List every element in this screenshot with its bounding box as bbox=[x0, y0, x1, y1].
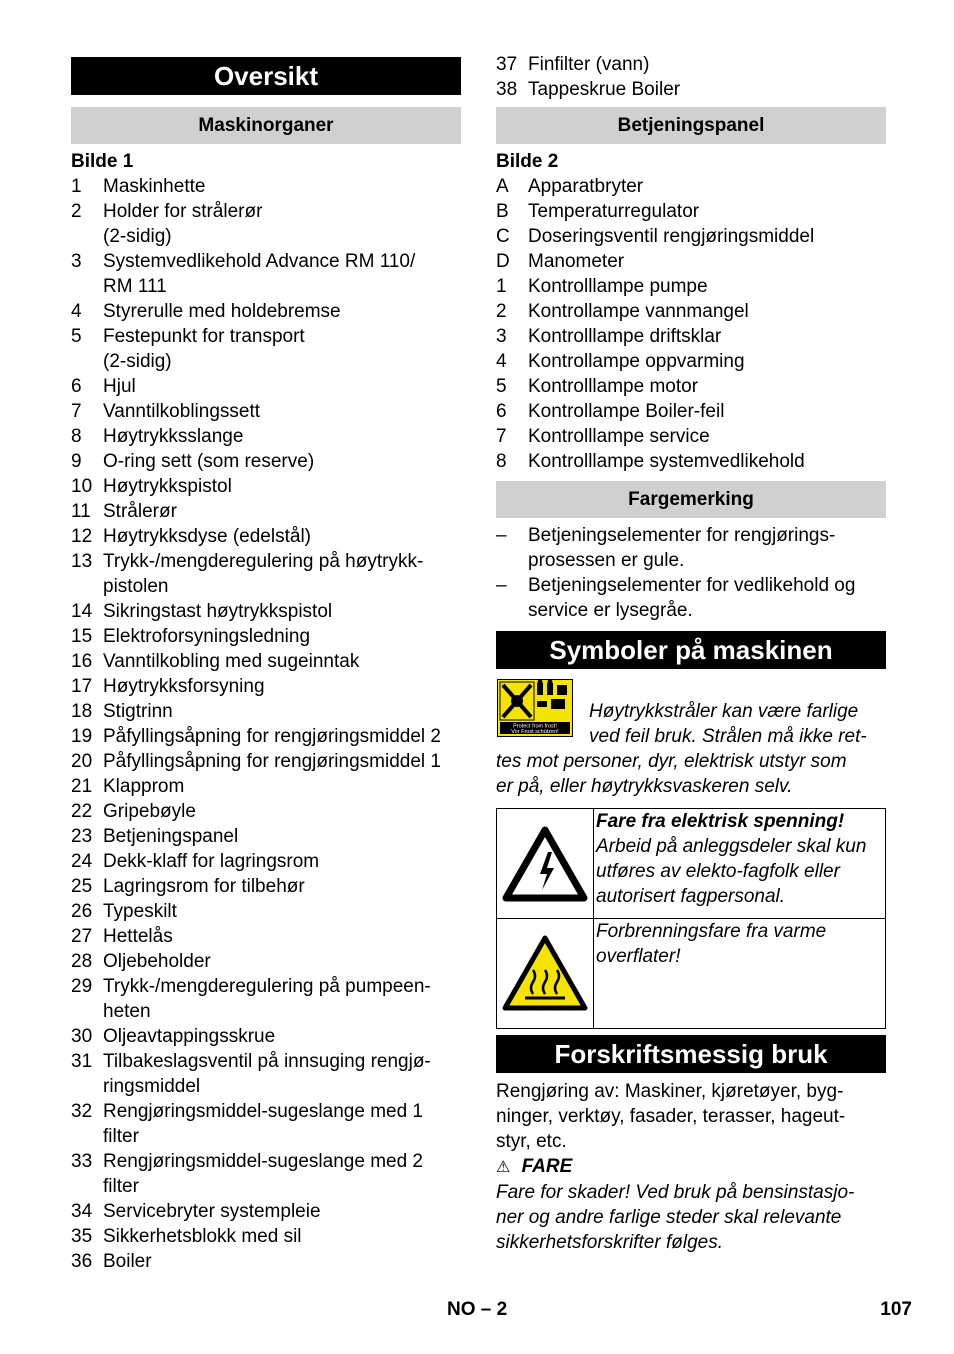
list-item bbox=[71, 924, 461, 949]
list-item-text: Doseringsventil rengjøringsmiddel bbox=[528, 226, 815, 247]
list-item-text: Høytrykksslange bbox=[103, 426, 244, 447]
list-item-number: 21 bbox=[71, 776, 93, 797]
symbols-heading: Symboler på maskinen bbox=[496, 631, 886, 669]
list-item-text: Oljeavtappingsskrue bbox=[103, 1026, 276, 1047]
list-item-text: Kontrolllampe driftsklar bbox=[528, 326, 722, 347]
color-coding-heading: Fargemerking bbox=[496, 481, 886, 518]
sticker-text-de: Vor Frost schützen! bbox=[511, 729, 559, 735]
list-item bbox=[71, 1249, 461, 1274]
list-item bbox=[71, 649, 461, 674]
list-item-text: Manometer bbox=[528, 251, 625, 272]
sticker-text-en: Protect from frost! bbox=[513, 723, 557, 730]
list-item-number: 24 bbox=[71, 851, 93, 872]
intended-use-heading: Forskriftsmessig bruk bbox=[496, 1035, 886, 1073]
list-item-text: Apparatbryter bbox=[528, 176, 644, 197]
list-item-number: 6 bbox=[71, 376, 82, 397]
list-item bbox=[71, 1099, 461, 1149]
list-item-number: 22 bbox=[71, 801, 93, 822]
list-item bbox=[71, 724, 461, 749]
hazard-row-hot-surface bbox=[497, 919, 885, 1028]
machine-parts-list bbox=[71, 174, 461, 1274]
list-item bbox=[496, 424, 886, 449]
list-item-text: Oljebeholder bbox=[103, 951, 211, 972]
list-item-text: Kontrollampe oppvarming bbox=[528, 351, 745, 372]
list-item-number: 4 bbox=[496, 351, 507, 372]
list-item bbox=[71, 374, 461, 399]
list-item-text: Kontrolllampe systemvedlikehold bbox=[528, 451, 805, 472]
list-item bbox=[71, 199, 461, 249]
list-item-number: 37 bbox=[496, 54, 518, 75]
list-item-number: B bbox=[496, 201, 509, 222]
list-item bbox=[71, 749, 461, 774]
list-item bbox=[71, 1224, 461, 1249]
list-item-number: 20 bbox=[71, 751, 93, 772]
machine-parts-heading: Maskinorganer bbox=[71, 107, 461, 144]
list-item-text: Kontrolllampe pumpe bbox=[528, 276, 708, 297]
list-item bbox=[71, 824, 461, 849]
list-item bbox=[71, 174, 461, 199]
list-item-number: 33 bbox=[71, 1151, 93, 1172]
list-item-number: 4 bbox=[71, 301, 82, 322]
control-panel-heading: Betjeningspanel bbox=[496, 107, 886, 144]
list-item bbox=[496, 274, 886, 299]
list-item-number: 3 bbox=[496, 326, 507, 347]
list-item-text: Servicebryter systempleie bbox=[103, 1201, 321, 1222]
list-item bbox=[71, 949, 461, 974]
list-item bbox=[71, 1049, 461, 1099]
color-coding-list bbox=[496, 523, 886, 623]
list-item-text: Høytrykksdyse (edelstål) bbox=[103, 526, 311, 547]
list-item-text: Trykk-/mengderegulering på pumpeen- heten bbox=[103, 976, 431, 1022]
list-item-text: Rengjøringsmiddel-sugeslange med 2 filter bbox=[103, 1151, 424, 1197]
hazard-row-electric bbox=[497, 809, 885, 919]
left-column bbox=[71, 57, 461, 1274]
list-item-number: 7 bbox=[71, 401, 82, 422]
list-item bbox=[71, 249, 461, 299]
list-item-text: Vanntilkobling med sugeinntak bbox=[103, 651, 360, 672]
list-item-number: 12 bbox=[71, 526, 93, 547]
list-item-number: 5 bbox=[496, 376, 507, 397]
list-item-number: 14 bbox=[71, 601, 93, 622]
symbol-text-first: Høytrykkstråler kan være farlige ved feil bruk. Strålen må ikke ret- bbox=[589, 701, 867, 747]
hazard-body-electric: Arbeid på anleggsdeler skal kun utføres av elekto-fagfolk eller autorisert fagpersonal. bbox=[596, 836, 867, 907]
list-item bbox=[496, 449, 886, 474]
list-item-text: Sikkerhetsblokk med sil bbox=[103, 1226, 302, 1247]
list-item-text: Høytrykkspistol bbox=[103, 476, 232, 497]
list-item-number: – bbox=[496, 575, 507, 596]
list-item-number: 25 bbox=[71, 876, 93, 897]
list-item-text: Rengjøringsmiddel-sugeslange med 1 filter bbox=[103, 1101, 424, 1147]
list-item bbox=[71, 324, 461, 374]
hazard-text-hot-surface: Forbrenningsfare fra varme overflater! bbox=[596, 921, 827, 967]
list-item-number: 1 bbox=[496, 276, 507, 297]
list-item bbox=[71, 874, 461, 899]
list-item-text: Elektroforsyningsledning bbox=[103, 626, 311, 647]
list-item-number: 16 bbox=[71, 651, 93, 672]
list-item-number: 15 bbox=[71, 626, 93, 647]
list-item-text: Lagringsrom for tilbehør bbox=[103, 876, 305, 897]
list-item-text: Holder for strålerør (2-sidig) bbox=[103, 201, 263, 247]
list-item bbox=[496, 523, 886, 573]
list-item-text: Tappeskrue Boiler bbox=[528, 79, 681, 100]
list-item-text: Kontrolllampe motor bbox=[528, 376, 699, 397]
hazard-table bbox=[496, 808, 886, 1029]
list-item bbox=[496, 324, 886, 349]
electric-hazard-icon bbox=[502, 826, 588, 902]
list-item bbox=[71, 1149, 461, 1199]
list-item-text: Gripebøyle bbox=[103, 801, 196, 822]
list-item-number: 34 bbox=[71, 1201, 93, 1222]
list-item bbox=[496, 573, 886, 623]
list-item bbox=[71, 699, 461, 724]
intended-use-text: Rengjøring av: Maskiner, kjøretøyer, byg- ninger, verktøy, fasader, terasser, hageut- styr, etc. bbox=[496, 1081, 846, 1152]
figure-1-label: Bilde 1 bbox=[71, 151, 134, 172]
list-item bbox=[496, 374, 886, 399]
symbol-text-rest: tes mot personer, dyr, elektrisk utstyr som er på, eller høytrykksvaskeren selv. bbox=[496, 751, 847, 797]
control-panel-list bbox=[496, 174, 886, 474]
list-item bbox=[71, 624, 461, 649]
list-item-text: Kontrollampe vannmangel bbox=[528, 301, 749, 322]
list-item-number: 6 bbox=[496, 401, 507, 422]
page-number: 107 bbox=[880, 1299, 912, 1320]
list-item-text: Betjeningspanel bbox=[103, 826, 239, 847]
list-item bbox=[71, 1024, 461, 1049]
danger-label: FARE bbox=[521, 1156, 573, 1177]
list-item bbox=[496, 224, 886, 249]
list-item-text: Dekk-klaff for lagringsrom bbox=[103, 851, 320, 872]
list-item-text: Maskinhette bbox=[103, 176, 206, 197]
list-item-number: 28 bbox=[71, 951, 93, 972]
list-item-number: 19 bbox=[71, 726, 93, 747]
list-item-number: 10 bbox=[71, 476, 93, 497]
list-item-number: 8 bbox=[71, 426, 82, 447]
right-column bbox=[496, 52, 886, 1255]
list-item bbox=[496, 77, 886, 102]
list-item-number: 11 bbox=[71, 501, 91, 522]
list-item bbox=[496, 299, 886, 324]
list-item-text: Sikringstast høytrykkspistol bbox=[103, 601, 333, 622]
hazard-title-electric: Fare fra elektrisk spenning! bbox=[596, 811, 845, 832]
list-item bbox=[71, 1199, 461, 1224]
list-item-text: Betjeningselementer for vedlikehold og service er lysegråe. bbox=[528, 575, 856, 621]
list-item bbox=[71, 599, 461, 624]
figure-2-label: Bilde 2 bbox=[496, 151, 559, 172]
list-item-text: O-ring sett (som reserve) bbox=[103, 451, 315, 472]
warning-triangle-icon: ⚠ bbox=[496, 1159, 511, 1176]
list-item-text: Trykk-/mengderegulering på høytrykk- pistolen bbox=[103, 551, 424, 597]
list-item bbox=[71, 499, 461, 524]
list-item-text: Vanntilkoblingssett bbox=[103, 401, 261, 422]
list-item-number: 29 bbox=[71, 976, 93, 997]
list-item bbox=[71, 399, 461, 424]
list-item bbox=[71, 524, 461, 549]
list-item-text: Typeskilt bbox=[103, 901, 177, 922]
list-item bbox=[71, 299, 461, 324]
list-item-number: 5 bbox=[71, 326, 82, 347]
list-item-number: 23 bbox=[71, 826, 93, 847]
list-item bbox=[71, 799, 461, 824]
list-item-text: Kontrolllampe service bbox=[528, 426, 710, 447]
list-item bbox=[496, 399, 886, 424]
list-item-number: 36 bbox=[71, 1251, 93, 1272]
list-item-text: Festepunkt for transport (2-sidig) bbox=[103, 326, 305, 372]
list-item-number: 32 bbox=[71, 1101, 93, 1122]
list-item-text: Boiler bbox=[103, 1251, 152, 1272]
list-item-number: 9 bbox=[71, 451, 82, 472]
list-item-number: C bbox=[496, 226, 510, 247]
list-item-number: 35 bbox=[71, 1226, 93, 1247]
list-item-number: 2 bbox=[496, 301, 507, 322]
list-item bbox=[71, 549, 461, 599]
list-item bbox=[71, 474, 461, 499]
list-item-number: 7 bbox=[496, 426, 507, 447]
list-item-text: Systemvedlikehold Advance RM 110/ RM 111 bbox=[103, 251, 416, 297]
list-item bbox=[71, 849, 461, 874]
list-item bbox=[71, 774, 461, 799]
list-item-text: Hjul bbox=[103, 376, 136, 397]
list-item-text: Stigtrinn bbox=[103, 701, 173, 722]
list-item bbox=[71, 674, 461, 699]
list-item bbox=[496, 199, 886, 224]
list-item-number: 26 bbox=[71, 901, 93, 922]
list-item-number: 31 bbox=[71, 1051, 93, 1072]
list-item-number: 30 bbox=[71, 1026, 93, 1047]
list-item-number: 17 bbox=[71, 676, 93, 697]
list-item-text: Høytrykksforsyning bbox=[103, 676, 265, 697]
list-item-text: Hettelås bbox=[103, 926, 173, 947]
list-item-number: 3 bbox=[71, 251, 82, 272]
list-item-text: Finfilter (vann) bbox=[528, 54, 650, 75]
list-item-number: 18 bbox=[71, 701, 93, 722]
list-item bbox=[496, 52, 886, 77]
hazard-icon-cell bbox=[497, 809, 594, 918]
list-item-number: 2 bbox=[71, 201, 82, 222]
danger-label-row bbox=[496, 1154, 886, 1180]
list-item-text: Tilbakeslagsventil på innsuging rengjø- ringsmiddel bbox=[103, 1051, 431, 1097]
list-item-text: Klapprom bbox=[103, 776, 185, 797]
list-item-text: Temperaturregulator bbox=[528, 201, 700, 222]
list-item-text: Styrerulle med holdebremse bbox=[103, 301, 341, 322]
list-item-text: Påfyllingsåpning for rengjøringsmiddel 1 bbox=[103, 751, 441, 772]
list-item bbox=[71, 449, 461, 474]
list-item-text: Strålerør bbox=[103, 501, 177, 522]
hazard-icon-cell bbox=[497, 919, 594, 1028]
list-item-number: 38 bbox=[496, 79, 518, 100]
hot-surface-icon bbox=[501, 934, 589, 1014]
overview-heading: Oversikt bbox=[71, 57, 461, 95]
list-item bbox=[71, 899, 461, 924]
list-item-number: D bbox=[496, 251, 510, 272]
list-item bbox=[71, 424, 461, 449]
list-item-number: 1 bbox=[71, 176, 82, 197]
list-item-text: Betjeningselementer for rengjørings- prosessen er gule. bbox=[528, 525, 836, 571]
symbol-section bbox=[496, 669, 886, 797]
list-item-number: 27 bbox=[71, 926, 93, 947]
list-item-text: Påfyllingsåpning for rengjøringsmiddel 2 bbox=[103, 726, 441, 747]
list-item bbox=[71, 974, 461, 1024]
list-item-number: A bbox=[496, 176, 509, 197]
footer-language-page: NO – 2 bbox=[447, 1299, 508, 1320]
list-item-text: Kontrollampe Boiler-feil bbox=[528, 401, 725, 422]
machine-parts-list-continued bbox=[496, 52, 886, 102]
list-item-number: – bbox=[496, 525, 507, 546]
list-item-number: 13 bbox=[71, 551, 93, 572]
machine-warning-sticker-icon bbox=[497, 679, 573, 737]
hazard-text-electric bbox=[594, 809, 885, 918]
list-item bbox=[496, 174, 886, 199]
list-item-number: 8 bbox=[496, 451, 507, 472]
list-item bbox=[496, 349, 886, 374]
list-item bbox=[496, 249, 886, 274]
danger-text: Fare for skader! Ved bruk på bensinstasjo- ner og andre farlige steder skal relevante sikkerhetsforskrifter følges. bbox=[496, 1182, 855, 1253]
